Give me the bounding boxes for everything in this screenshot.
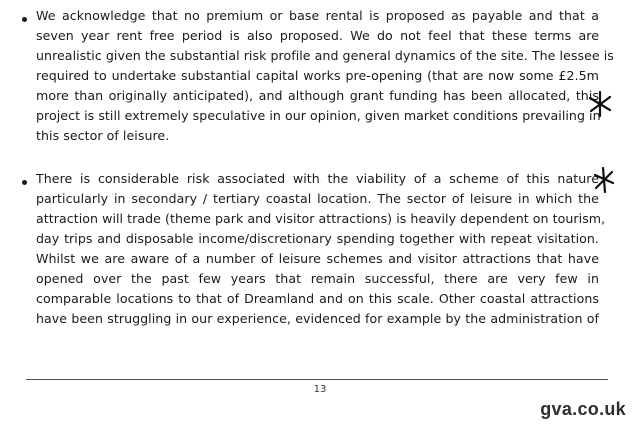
paragraph-line: We acknowledge that no premium or base rental is proposed as payable and that a xyxy=(36,8,599,23)
paragraph-line: comparable locations to that of Dreamland and on this scale. Other coastal attractions xyxy=(36,291,599,306)
brand-url: gva.co.uk xyxy=(540,399,626,419)
bullet-point xyxy=(22,17,27,22)
paragraph-line: Whilst we are aware of a number of leisure schemes and visitor attractions that have xyxy=(36,251,599,266)
paragraph-line: opened over the past few years that remain successful, there are very few in xyxy=(36,271,599,286)
handwritten-asterisk-icon xyxy=(592,166,616,194)
paragraph-line: required to undertake substantial capital works pre-opening (that are now some £2.5m xyxy=(36,68,599,83)
paragraph-line: unrealistic given the substantial risk profile and general dynamics of the site. The lessee is xyxy=(36,48,614,63)
handwritten-asterisk-icon xyxy=(588,90,612,118)
paragraph-line: project is still extremely speculative in our opinion, given market conditions prevailing in xyxy=(36,108,601,123)
paragraph-line: seven year rent free period is also proposed. We do not feel that these terms are xyxy=(36,28,599,43)
bullet-point xyxy=(22,180,27,185)
paragraph-line: more than originally anticipated), and although grant funding has been allocated, this xyxy=(36,88,599,103)
page-number: 13 xyxy=(313,384,327,395)
paragraph-line: this sector of leisure. xyxy=(36,128,170,143)
paragraph-line: attraction will trade (theme park and visitor attractions) is heavily dependent on tourism, xyxy=(36,211,606,226)
paragraph-line: have been struggling in our experience, evidenced for example by the administration of xyxy=(36,311,599,326)
paragraph-line: particularly in secondary / tertiary coastal location. The sector of leisure in which the xyxy=(36,191,599,206)
paragraph-line: There is considerable risk associated with the viability of a scheme of this nature xyxy=(36,171,599,186)
paragraph-line: day trips and disposable income/discretionary spending together with repeat visitation. xyxy=(36,231,599,246)
footer-divider xyxy=(26,379,608,380)
